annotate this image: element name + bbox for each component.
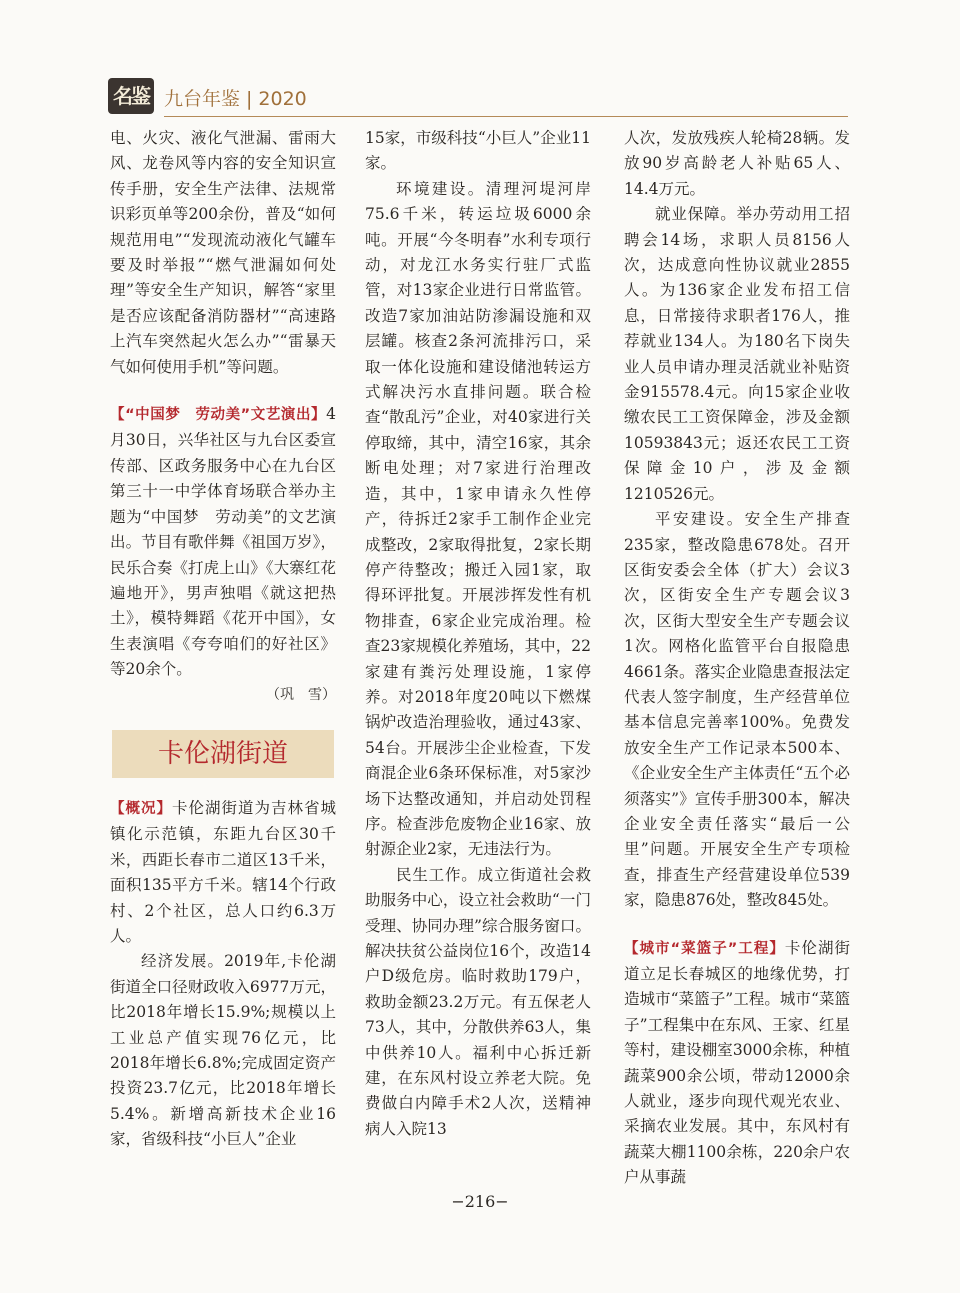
page-number: −216− (451, 1192, 509, 1211)
running-title (164, 84, 307, 111)
basket-paragraph (624, 936, 850, 1191)
column-2 (365, 126, 591, 1142)
yearbook-logo: 名鉴 (108, 78, 154, 114)
title-separator: | (246, 88, 253, 110)
overview-text: 卡伦湖街道为吉林省城镇化示范镇，东距九台区30千米，西距长春市二道区13千米，面积135平方千米。辖14个行政村、2个社区，总人口约6.3万人。 (110, 798, 336, 945)
spacer (624, 914, 850, 936)
yearbook-title: 九台年鉴 (164, 88, 241, 110)
overview-heading: 【概况】 (110, 800, 172, 817)
overview-paragraph (110, 796, 336, 949)
event-text: 4月30日，兴华社区与九台区委宣传部、区政务服务中心在九台区第三十一中学体育场联合举办主题为“中国梦 劳动美”的文艺演出。节目有歌伴舞《祖国万岁》，民乐合奏《打虎上山》《大寨红花遍地开》，男声独唱《就这把热土》，模特舞蹈《花开中国》，女生表演唱《夸夸咱们的好社区》等20余个。 (110, 405, 336, 679)
section-heading: 卡伦湖街道 (112, 730, 334, 778)
environment-paragraph: 环境建设。清理河堤河岸75.6千米，转运垃圾6000余吨。开展“今冬明春”水利专项行动，对龙江水务实行驻厂式监管，对13家企业进行日常监管。改造7家加油站防渗漏设施和双层罐。核查2条河流排污口，采取一体化设施和建设储池转运方式解决污水直排问题。联合检查“散乱污”企业，对40家进行关停取缔，其中，清空16家，其余断电处理；对7家进行治理改造，其中，1家申请永久性停产，待拆迁2家手工制作企业完成整改，2家取得批复，2家长期停产待整改；搬迁入园1家，取得环评批复。开展涉挥发性有机物排查，6家企业完成治理。检查23家规模化养殖场，其中，22家建有粪污处理设施，1家停养。对2018年度20吨以下燃煤锅炉改造治理验收，通过43家、54台。开展涉尘企业检查，下发商混企业6条环保标准，对5家沙场下达整改通知，并启动处罚程序。检查涉危废物企业16家、放射源企业2家，无违法行为。 (365, 179, 591, 859)
event-paragraph (110, 402, 336, 682)
continued-paragraph: 人次，发放残疾人轮椅28辆。发放90岁高龄老人补贴65人、14.4万元。 (624, 129, 850, 198)
spacer (110, 380, 336, 402)
column-1 (110, 126, 336, 1153)
header-rule (164, 116, 848, 117)
continued-paragraph: 电、火灾、液化气泄漏、雷雨大风、龙卷风等内容的安全知识宣传手册，安全生产法律、法规常识彩页单等200余份，普及“如何规范用电”“发现流动液化气罐车要及时举报”“燃气泄漏如何处理”等安全生产知识，解答“家里是否应该配备消防器材”“高速路上汽车突然起火怎么办”“雷暴天气如何使用手机”等问题。 (110, 129, 336, 376)
economy-paragraph: 经济发展。2019年,卡伦湖街道全口径财政收入6977万元，比2018年增长15.9%;规模以上工业总产值实现76亿元，比2018年增长6.8%;完成固定资产投资23.7亿元，比2018年增长5.4%。新增高新技术企业16家，省级科技“小巨人”企业 (110, 952, 336, 1149)
event-heading: 【“中国梦 劳动美”文艺演出】 (110, 407, 327, 424)
column-3 (624, 126, 850, 1191)
safety-paragraph: 平安建设。安全生产排查235家，整改隐患678处。召开区街安委会全体（扩大）会议3次，区街安全生产专题会议3次，区街大型安全生产专题会议1次。网格化监管平台自报隐患4661条。落实企业隐患查报法定代表人签字制度，生产经营单位基本信息完善率100%。免费发放安全生产工作记录本500本、《企业安全生产主体责任“五个必须落实”》宣传手册300本，解决企业安全责任落实“最后一公里”问题。开展安全生产专项检查，排查生产经营建设单位539家，隐患876处，整改845处。 (624, 510, 850, 910)
author-credit: （巩 雪） (266, 686, 336, 703)
continued-paragraph: 15家，市级科技“小巨人”企业11家。 (365, 129, 591, 173)
yearbook-year: 2020 (258, 88, 307, 110)
basket-text: 卡伦湖街道立足长春城区的地缘优势，打造城市“菜篮子”工程。城市“菜篮子”工程集中在东风、王家、红星等村，建设棚室3000余栋，种植蔬菜900余公顷，带动12000余人就业，逐步向现代观光农业、采摘农业发展。其中，东风村有蔬菜大棚1100余栋，220余户农户从事蔬 (624, 938, 850, 1187)
livelihood-paragraph: 民生工作。成立街道社会救助服务中心，设立社会救助“一门受理、协同办理”综合服务窗口。解决扶贫公益岗位16个，改造14户D级危房。临时救助179户，救助金额23.2万元。有五保老人73人，其中，分散供养63人，集中供养10人。福利中心拆迁新建，在东风村设立养老大院。免费做白内障手术2人次，送精神病人入院13 (365, 865, 591, 1138)
page-header (108, 78, 848, 118)
basket-heading: 【城市“菜篮子”工程】 (624, 940, 785, 957)
employment-paragraph: 就业保障。举办劳动用工招聘会14场，求职人员8156人次，达成意向性协议就业2855人。为136家企业发布招工信息，日常接待求职者176人，推荐就业134人。为180名下岗失业人员申请办理灵活就业补贴资金915578.4元。向15家企业收缴农民工工资保障金，涉及金额10593843元；返还农民工工资保障金10户，涉及金额1210526元。 (624, 205, 850, 503)
